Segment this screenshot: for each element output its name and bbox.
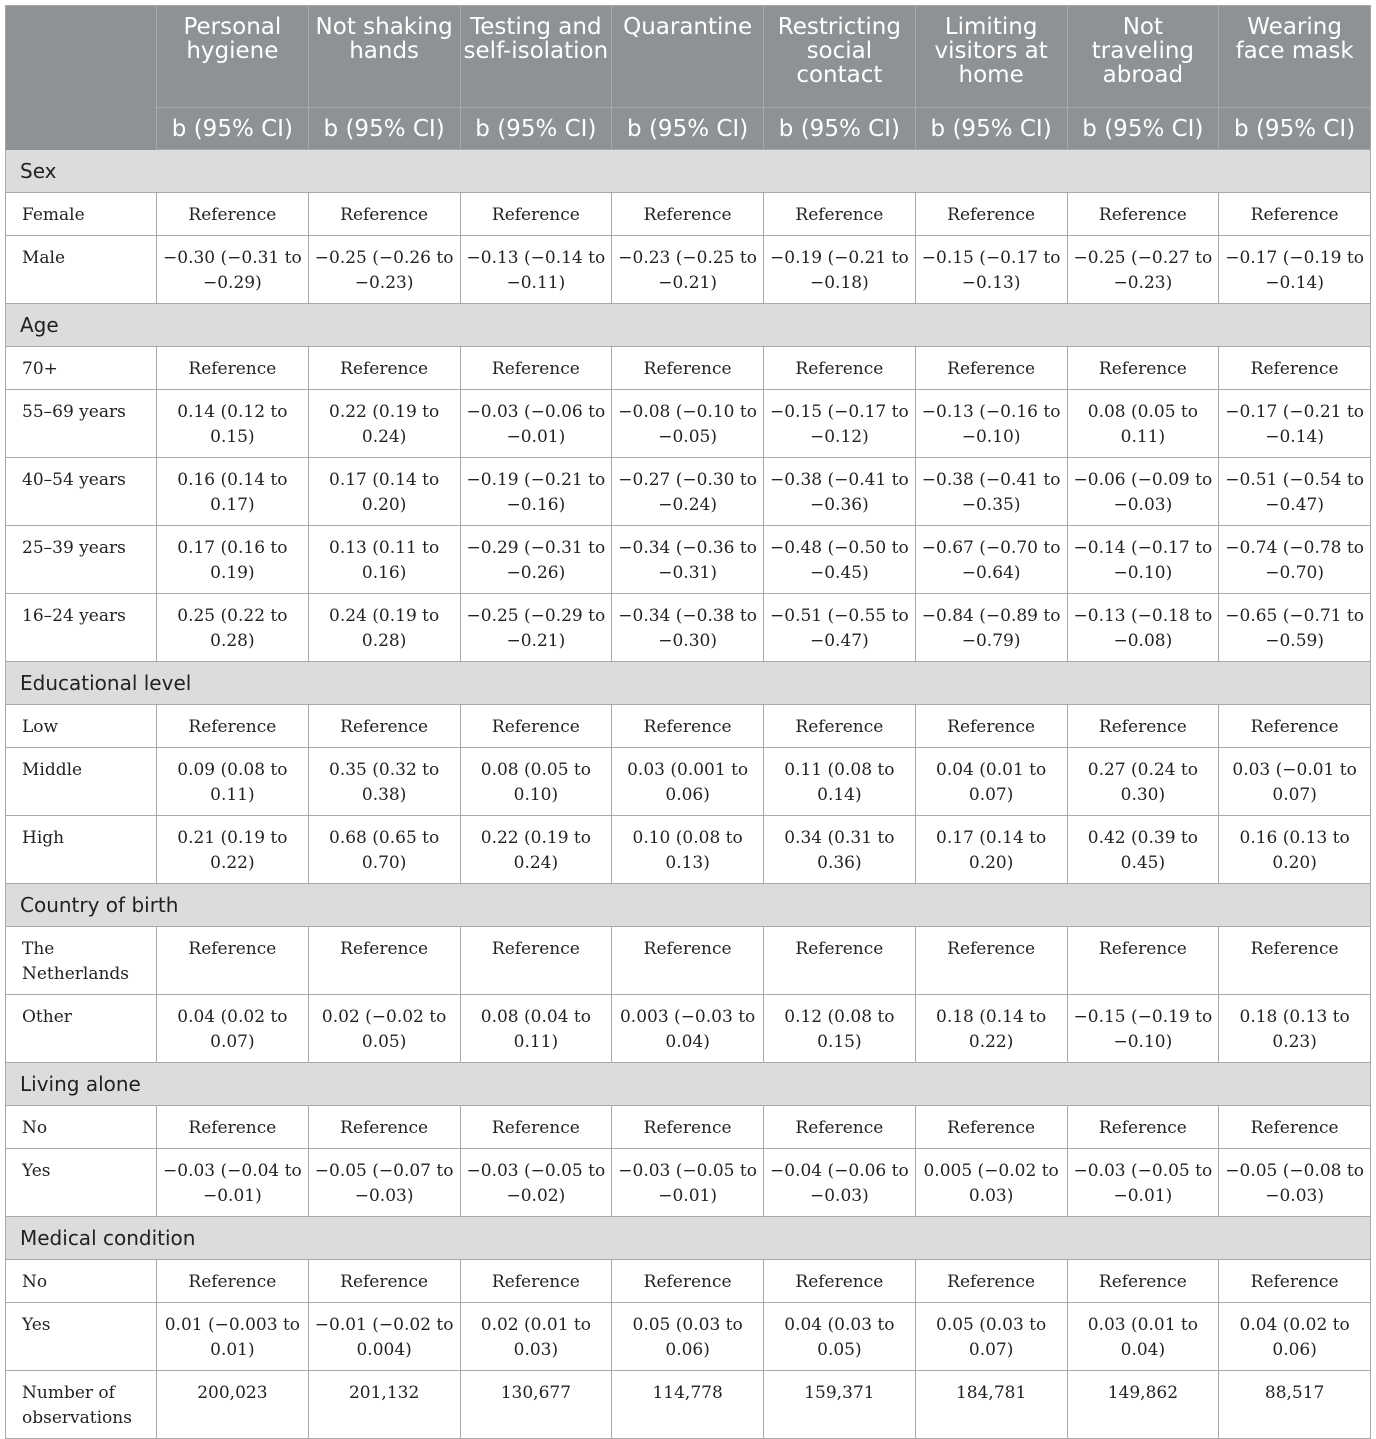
column-header: Testing and self-isolation <box>460 6 612 108</box>
estimate-cell: Reference <box>1219 193 1371 236</box>
observations-count: 149,862 <box>1067 1371 1219 1439</box>
estimate-cell: 0.24 (0.19 to 0.28) <box>308 594 460 662</box>
estimate-cell: Reference <box>764 927 916 995</box>
estimate-cell: 0.10 (0.08 to 0.13) <box>612 816 764 884</box>
row-label: 25–39 years <box>6 526 157 594</box>
estimate-cell: Reference <box>157 347 309 390</box>
section-header-row <box>6 1063 1371 1106</box>
estimate-cell: −0.15 (−0.17 to −0.13) <box>915 236 1067 304</box>
observations-count: 200,023 <box>157 1371 309 1439</box>
regression-table <box>5 5 1371 1439</box>
estimate-cell: Reference <box>764 193 916 236</box>
estimate-cell: 0.42 (0.39 to 0.45) <box>1067 816 1219 884</box>
estimate-cell: 0.17 (0.14 to 0.20) <box>915 816 1067 884</box>
section-title: Country of birth <box>6 884 1371 927</box>
estimate-cell: −0.05 (−0.08 to −0.03) <box>1219 1149 1371 1217</box>
column-subheader: b (95% CI) <box>915 108 1067 150</box>
estimate-cell: −0.13 (−0.18 to −0.08) <box>1067 594 1219 662</box>
observations-count: 184,781 <box>915 1371 1067 1439</box>
column-subheader: b (95% CI) <box>460 108 612 150</box>
estimate-cell: Reference <box>1219 1106 1371 1149</box>
header-corner <box>6 6 157 150</box>
estimate-cell: Reference <box>460 347 612 390</box>
column-subheader: b (95% CI) <box>764 108 916 150</box>
row-label: High <box>6 816 157 884</box>
table-row <box>6 927 1371 995</box>
estimate-cell: 0.22 (0.19 to 0.24) <box>308 390 460 458</box>
estimate-cell: Reference <box>764 347 916 390</box>
estimate-cell: 0.08 (0.05 to 0.11) <box>1067 390 1219 458</box>
row-label: The Netherlands <box>6 927 157 995</box>
estimate-cell: 0.13 (0.11 to 0.16) <box>308 526 460 594</box>
table-row <box>6 390 1371 458</box>
table-row <box>6 347 1371 390</box>
estimate-cell: 0.16 (0.13 to 0.20) <box>1219 816 1371 884</box>
estimate-cell: −0.03 (−0.05 to −0.01) <box>612 1149 764 1217</box>
estimate-cell: 0.14 (0.12 to 0.15) <box>157 390 309 458</box>
estimate-cell: Reference <box>460 705 612 748</box>
column-subheader: b (95% CI) <box>308 108 460 150</box>
column-header: Not shaking hands <box>308 6 460 108</box>
estimate-cell: −0.74 (−0.78 to −0.70) <box>1219 526 1371 594</box>
estimate-cell: Reference <box>915 705 1067 748</box>
table-row <box>6 236 1371 304</box>
estimate-cell: Reference <box>157 1260 309 1303</box>
estimate-cell: −0.25 (−0.27 to −0.23) <box>1067 236 1219 304</box>
row-label: Yes <box>6 1149 157 1217</box>
column-header: Quarantine <box>612 6 764 108</box>
estimate-cell: 0.04 (0.01 to 0.07) <box>915 748 1067 816</box>
estimate-cell: 0.005 (−0.02 to 0.03) <box>915 1149 1067 1217</box>
estimate-cell: Reference <box>157 705 309 748</box>
row-label: Other <box>6 995 157 1063</box>
column-subheader: b (95% CI) <box>1219 108 1371 150</box>
estimate-cell: 0.02 (0.01 to 0.03) <box>460 1303 612 1371</box>
row-label: Female <box>6 193 157 236</box>
estimate-cell: 0.68 (0.65 to 0.70) <box>308 816 460 884</box>
estimate-cell: −0.48 (−0.50 to −0.45) <box>764 526 916 594</box>
estimate-cell: −0.17 (−0.19 to −0.14) <box>1219 236 1371 304</box>
estimate-cell: −0.38 (−0.41 to −0.35) <box>915 458 1067 526</box>
estimate-cell: 0.18 (0.14 to 0.22) <box>915 995 1067 1063</box>
estimate-cell: Reference <box>157 193 309 236</box>
table-row <box>6 526 1371 594</box>
estimate-cell: −0.15 (−0.17 to −0.12) <box>764 390 916 458</box>
estimate-cell: 0.22 (0.19 to 0.24) <box>460 816 612 884</box>
row-label: 40–54 years <box>6 458 157 526</box>
estimate-cell: −0.03 (−0.05 to −0.02) <box>460 1149 612 1217</box>
estimate-cell: Reference <box>915 1106 1067 1149</box>
column-subheader: b (95% CI) <box>157 108 309 150</box>
estimate-cell: −0.08 (−0.10 to −0.05) <box>612 390 764 458</box>
estimate-cell: 0.03 (0.01 to 0.04) <box>1067 1303 1219 1371</box>
estimate-cell: −0.05 (−0.07 to −0.03) <box>308 1149 460 1217</box>
estimate-cell: −0.14 (−0.17 to −0.10) <box>1067 526 1219 594</box>
estimate-cell: −0.23 (−0.25 to −0.21) <box>612 236 764 304</box>
estimate-cell: Reference <box>308 705 460 748</box>
estimate-cell: Reference <box>460 1106 612 1149</box>
estimate-cell: 0.34 (0.31 to 0.36) <box>764 816 916 884</box>
column-header: Wearing face mask <box>1219 6 1371 108</box>
table-row <box>6 995 1371 1063</box>
estimate-cell: Reference <box>460 1260 612 1303</box>
estimate-cell: 0.04 (0.02 to 0.07) <box>157 995 309 1063</box>
estimate-cell: 0.17 (0.16 to 0.19) <box>157 526 309 594</box>
estimate-cell: 0.01 (−0.003 to 0.01) <box>157 1303 309 1371</box>
estimate-cell: −0.13 (−0.14 to −0.11) <box>460 236 612 304</box>
estimate-cell: Reference <box>157 1106 309 1149</box>
column-header: Not traveling abroad <box>1067 6 1219 108</box>
table-row <box>6 705 1371 748</box>
estimate-cell: Reference <box>612 1260 764 1303</box>
table-row <box>6 1106 1371 1149</box>
estimate-cell: Reference <box>308 1260 460 1303</box>
estimate-cell: Reference <box>764 1106 916 1149</box>
table-row <box>6 816 1371 884</box>
observations-count: 201,132 <box>308 1371 460 1439</box>
estimate-cell: −0.29 (−0.31 to −0.26) <box>460 526 612 594</box>
estimate-cell: −0.38 (−0.41 to −0.36) <box>764 458 916 526</box>
estimate-cell: −0.51 (−0.54 to −0.47) <box>1219 458 1371 526</box>
estimate-cell: Reference <box>1219 1260 1371 1303</box>
estimate-cell: 0.08 (0.05 to 0.10) <box>460 748 612 816</box>
estimate-cell: 0.03 (−0.01 to 0.07) <box>1219 748 1371 816</box>
column-subheader: b (95% CI) <box>612 108 764 150</box>
estimate-cell: 0.08 (0.04 to 0.11) <box>460 995 612 1063</box>
estimate-cell: Reference <box>612 1106 764 1149</box>
section-header-row <box>6 150 1371 193</box>
estimate-cell: −0.34 (−0.36 to −0.31) <box>612 526 764 594</box>
section-header-row <box>6 304 1371 347</box>
estimate-cell: −0.65 (−0.71 to −0.59) <box>1219 594 1371 662</box>
estimate-cell: −0.06 (−0.09 to −0.03) <box>1067 458 1219 526</box>
estimate-cell: 0.05 (0.03 to 0.06) <box>612 1303 764 1371</box>
estimate-cell: 0.25 (0.22 to 0.28) <box>157 594 309 662</box>
estimate-cell: Reference <box>612 705 764 748</box>
estimate-cell: 0.02 (−0.02 to 0.05) <box>308 995 460 1063</box>
section-title: Sex <box>6 150 1371 193</box>
row-label: 55–69 years <box>6 390 157 458</box>
estimate-cell: −0.25 (−0.29 to −0.21) <box>460 594 612 662</box>
column-header: Restricting social contact <box>764 6 916 108</box>
table-row <box>6 1260 1371 1303</box>
estimate-cell: −0.19 (−0.21 to −0.18) <box>764 236 916 304</box>
estimate-cell: Reference <box>612 927 764 995</box>
estimate-cell: Reference <box>308 927 460 995</box>
estimate-cell: Reference <box>157 927 309 995</box>
column-header: Limiting visitors at home <box>915 6 1067 108</box>
estimate-cell: 0.35 (0.32 to 0.38) <box>308 748 460 816</box>
observations-row <box>6 1371 1371 1439</box>
estimate-cell: Reference <box>1067 1106 1219 1149</box>
section-header-row <box>6 662 1371 705</box>
estimate-cell: 0.12 (0.08 to 0.15) <box>764 995 916 1063</box>
estimate-cell: 0.003 (−0.03 to 0.04) <box>612 995 764 1063</box>
estimate-cell: −0.25 (−0.26 to −0.23) <box>308 236 460 304</box>
section-title: Living alone <box>6 1063 1371 1106</box>
estimate-cell: Reference <box>764 705 916 748</box>
estimate-cell: 0.21 (0.19 to 0.22) <box>157 816 309 884</box>
estimate-cell: −0.19 (−0.21 to −0.16) <box>460 458 612 526</box>
estimate-cell: 0.11 (0.08 to 0.14) <box>764 748 916 816</box>
estimate-cell: −0.04 (−0.06 to −0.03) <box>764 1149 916 1217</box>
section-title: Educational level <box>6 662 1371 705</box>
estimate-cell: −0.03 (−0.04 to −0.01) <box>157 1149 309 1217</box>
section-header-row <box>6 884 1371 927</box>
section-title: Medical condition <box>6 1217 1371 1260</box>
table-body <box>6 150 1371 1439</box>
estimate-cell: Reference <box>1219 347 1371 390</box>
estimate-cell: −0.03 (−0.05 to −0.01) <box>1067 1149 1219 1217</box>
estimate-cell: Reference <box>308 1106 460 1149</box>
table-row <box>6 748 1371 816</box>
observations-label: Number of observations <box>6 1371 157 1439</box>
estimate-cell: 0.27 (0.24 to 0.30) <box>1067 748 1219 816</box>
row-label: 16–24 years <box>6 594 157 662</box>
row-label: Male <box>6 236 157 304</box>
estimate-cell: −0.84 (−0.89 to −0.79) <box>915 594 1067 662</box>
row-label: Middle <box>6 748 157 816</box>
estimate-cell: Reference <box>1067 193 1219 236</box>
table-header <box>6 6 1371 150</box>
observations-count: 114,778 <box>612 1371 764 1439</box>
estimate-cell: Reference <box>1067 1260 1219 1303</box>
estimate-cell: Reference <box>915 193 1067 236</box>
estimate-cell: −0.15 (−0.19 to −0.10) <box>1067 995 1219 1063</box>
section-header-row <box>6 1217 1371 1260</box>
estimate-cell: Reference <box>1219 705 1371 748</box>
estimate-cell: Reference <box>460 193 612 236</box>
estimate-cell: −0.01 (−0.02 to 0.004) <box>308 1303 460 1371</box>
estimate-cell: −0.17 (−0.21 to −0.14) <box>1219 390 1371 458</box>
estimate-cell: Reference <box>915 347 1067 390</box>
estimate-cell: Reference <box>460 927 612 995</box>
observations-count: 159,371 <box>764 1371 916 1439</box>
column-header: Personal hygiene <box>157 6 309 108</box>
estimate-cell: 0.04 (0.02 to 0.06) <box>1219 1303 1371 1371</box>
estimate-cell: 0.04 (0.03 to 0.05) <box>764 1303 916 1371</box>
table-row <box>6 1303 1371 1371</box>
estimate-cell: Reference <box>1067 347 1219 390</box>
row-label: No <box>6 1260 157 1303</box>
estimate-cell: Reference <box>915 1260 1067 1303</box>
estimate-cell: −0.27 (−0.30 to −0.24) <box>612 458 764 526</box>
observations-count: 88,517 <box>1219 1371 1371 1439</box>
row-label: 70+ <box>6 347 157 390</box>
estimate-cell: −0.03 (−0.06 to −0.01) <box>460 390 612 458</box>
table-row <box>6 458 1371 526</box>
row-label: Yes <box>6 1303 157 1371</box>
estimate-cell: Reference <box>308 193 460 236</box>
section-title: Age <box>6 304 1371 347</box>
estimate-cell: 0.03 (0.001 to 0.06) <box>612 748 764 816</box>
estimate-cell: Reference <box>612 347 764 390</box>
estimate-cell: Reference <box>1219 927 1371 995</box>
table-row <box>6 193 1371 236</box>
estimate-cell: −0.34 (−0.38 to −0.30) <box>612 594 764 662</box>
row-label: No <box>6 1106 157 1149</box>
estimate-cell: −0.67 (−0.70 to −0.64) <box>915 526 1067 594</box>
observations-count: 130,677 <box>460 1371 612 1439</box>
table-row <box>6 594 1371 662</box>
estimate-cell: 0.09 (0.08 to 0.11) <box>157 748 309 816</box>
estimate-cell: 0.05 (0.03 to 0.07) <box>915 1303 1067 1371</box>
estimate-cell: Reference <box>915 927 1067 995</box>
estimate-cell: −0.51 (−0.55 to −0.47) <box>764 594 916 662</box>
column-subheader: b (95% CI) <box>1067 108 1219 150</box>
estimate-cell: 0.18 (0.13 to 0.23) <box>1219 995 1371 1063</box>
estimate-cell: 0.16 (0.14 to 0.17) <box>157 458 309 526</box>
estimate-cell: Reference <box>1067 705 1219 748</box>
estimate-cell: −0.30 (−0.31 to −0.29) <box>157 236 309 304</box>
estimate-cell: −0.13 (−0.16 to −0.10) <box>915 390 1067 458</box>
estimate-cell: Reference <box>612 193 764 236</box>
table-row <box>6 1149 1371 1217</box>
row-label: Low <box>6 705 157 748</box>
estimate-cell: Reference <box>764 1260 916 1303</box>
estimate-cell: 0.17 (0.14 to 0.20) <box>308 458 460 526</box>
estimate-cell: Reference <box>1067 927 1219 995</box>
estimate-cell: Reference <box>308 347 460 390</box>
